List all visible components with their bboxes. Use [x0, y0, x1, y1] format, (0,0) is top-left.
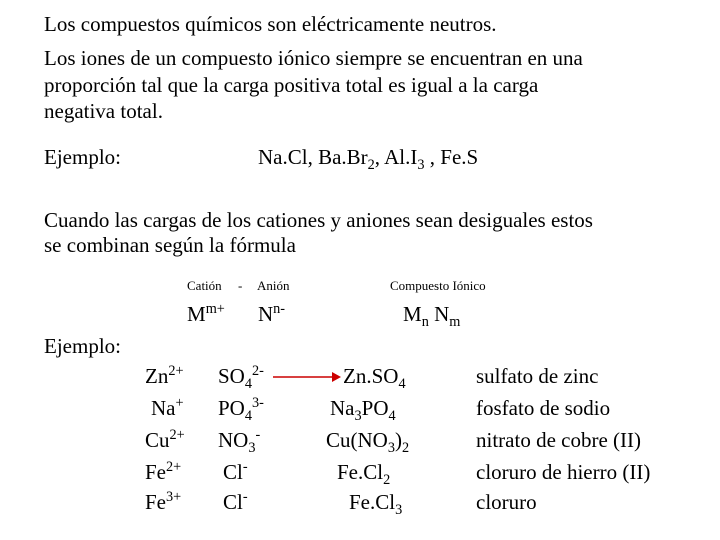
compound-sub-n: n [421, 313, 429, 330]
compound-name: nitrato de cobre (II) [476, 428, 641, 452]
intro-line-3: proporción tal que la carga positiva total es igual a la carga [44, 73, 539, 97]
cation-symbol: Cu [145, 428, 170, 452]
compound-part: Cu(NO [326, 428, 388, 452]
intro-line-1: Los compuestos químicos son eléctricamente neutros. [44, 12, 497, 36]
formula-part: Na.Cl, Ba.Br [258, 145, 368, 169]
anion-charge: - [242, 459, 248, 476]
anion-cell [218, 363, 264, 392]
cation-symbol: Fe [145, 490, 166, 514]
anion-label: Anión [257, 278, 290, 293]
compound-subscript: 4 [398, 375, 406, 392]
cation-charge: m+ [205, 301, 225, 318]
compound-part: Fe.Cl [337, 460, 384, 484]
cation-symbol: Zn [145, 364, 169, 388]
compound-part: Fe.Cl [349, 490, 396, 514]
paragraph-2-line-2: se combinan según la fórmula [44, 233, 296, 257]
intro-line-2: Los iones de un compuesto iónico siempre se encuentran en una [44, 46, 583, 70]
anion-charge: n- [273, 301, 286, 318]
intro-line-4: negativa total. [44, 99, 163, 123]
compound-part: ) [394, 428, 402, 452]
anion-symbol: NO [218, 428, 249, 452]
cation-charge: 2+ [166, 459, 182, 476]
anion-charge: - [242, 489, 248, 506]
anion-symbol: PO [218, 396, 245, 420]
general-anion [258, 302, 285, 326]
anion-cell [218, 395, 264, 424]
cation-cell [145, 428, 185, 453]
cation-cell [151, 396, 184, 421]
formula-subscript: 3 [417, 156, 425, 173]
anion-cell [223, 490, 248, 515]
compound-subscript: 3 [387, 439, 395, 456]
general-compound [403, 302, 461, 330]
cation-symbol: M [187, 302, 206, 326]
anion-subscript: 4 [244, 375, 252, 392]
compound-subscript: 4 [388, 407, 396, 424]
general-cation [187, 302, 225, 326]
compound-subscript: 3 [395, 501, 403, 518]
compound-subscript: 2 [401, 439, 410, 456]
compound-label: Compuesto Iónico [390, 278, 486, 293]
compound-cell [337, 460, 391, 488]
anion-charge: - [255, 427, 261, 444]
compound-part: Na [330, 396, 355, 420]
anion-symbol: Cl [223, 490, 243, 514]
example-1-formulas [258, 145, 479, 173]
compound-cell [343, 364, 406, 392]
cation-charge: 2+ [168, 363, 184, 380]
compound-symbol-m: M [403, 302, 422, 326]
reaction-arrow [270, 366, 350, 386]
anion-subscript: 3 [248, 439, 256, 456]
example-2-label: Ejemplo: [44, 334, 121, 358]
anion-symbol: Cl [223, 460, 243, 484]
anion-charge: 2- [252, 363, 264, 380]
compound-subscript: 3 [354, 407, 362, 424]
compound-part: Zn.SO [343, 364, 399, 388]
cation-label: Catión [187, 278, 222, 293]
cation-cell [145, 460, 181, 485]
cation-symbol: Fe [145, 460, 166, 484]
compound-symbol-n: N [428, 302, 450, 326]
compound-part: PO [361, 396, 389, 420]
formula-part: , Al.I [374, 145, 418, 169]
cation-cell [145, 364, 184, 389]
cation-charge: 2+ [169, 427, 185, 444]
anion-cell [218, 427, 261, 456]
formula-part: , Fe.S [424, 145, 479, 169]
formula-subscript: 2 [367, 156, 375, 173]
dash-separator: - [238, 278, 243, 293]
anion-subscript: 4 [244, 407, 252, 424]
cation-symbol: Na [151, 396, 176, 420]
compound-name: cloruro [476, 490, 537, 514]
compound-name: fosfato de sodio [476, 396, 611, 420]
paragraph-2-line-1: Cuando las cargas de los cationes y aniones sean desiguales estos [44, 208, 593, 232]
compound-subscript: 2 [383, 471, 391, 488]
cation-charge: 3+ [166, 489, 182, 506]
cation-charge: + [175, 395, 184, 412]
example-1-label: Ejemplo: [44, 145, 121, 169]
compound-cell [349, 490, 403, 518]
anion-symbol: SO [218, 364, 245, 388]
cation-cell [145, 490, 181, 515]
compound-cell [326, 428, 410, 456]
anion-cell [223, 460, 248, 485]
compound-name: cloruro de hierro (II) [476, 460, 651, 484]
compound-name: sulfato de zinc [476, 364, 599, 388]
anion-symbol: N [258, 302, 274, 326]
compound-cell [330, 396, 396, 424]
compound-sub-m: m [449, 313, 461, 330]
anion-charge: 3- [252, 395, 264, 412]
